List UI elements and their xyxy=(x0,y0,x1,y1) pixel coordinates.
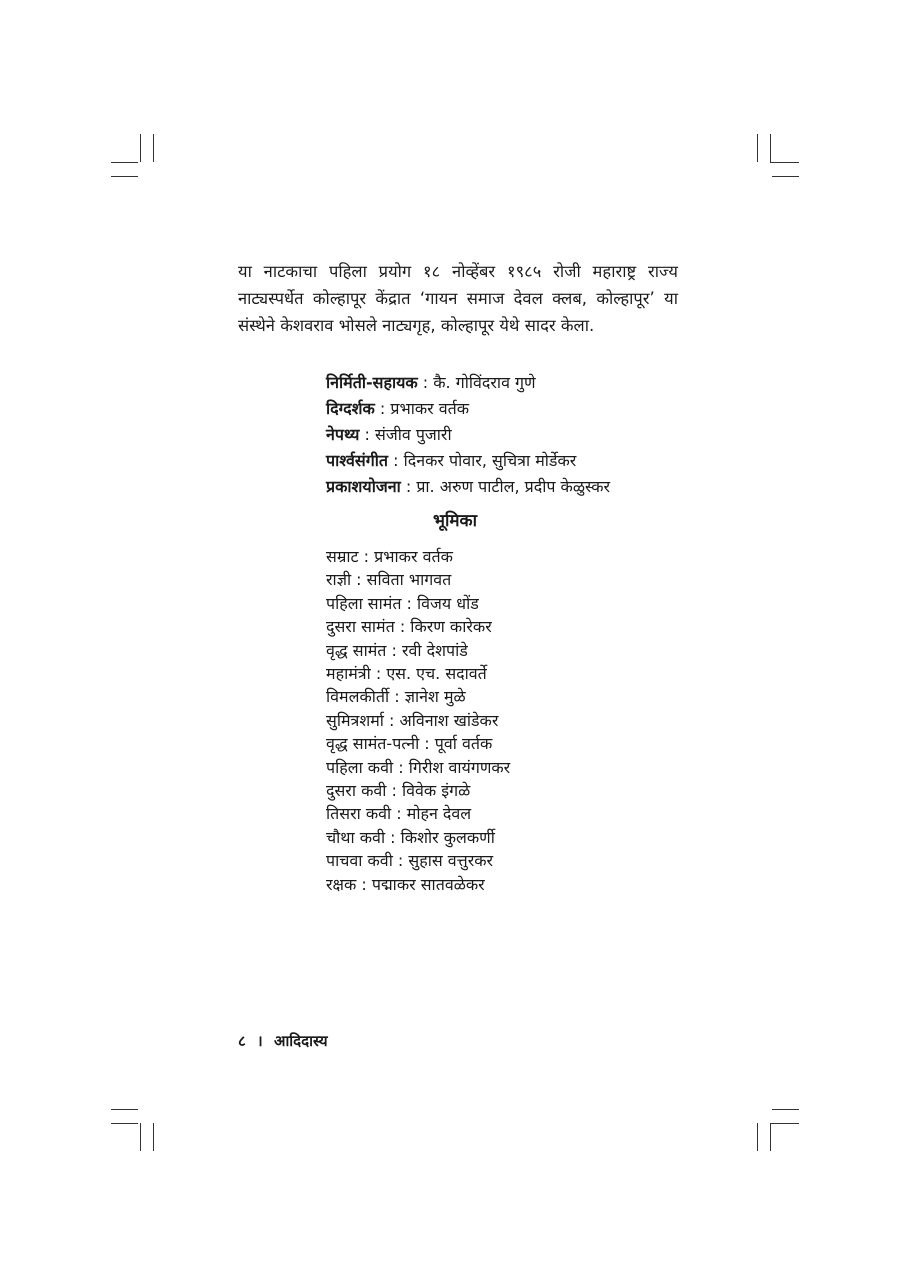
cast-line: वृद्ध सामंत : रवी देशपांडे xyxy=(326,640,468,660)
crop-mark-br-v2 xyxy=(770,1123,771,1151)
credit-names: प्रा. अरुण पाटील, प्रदीप केळुस्कर xyxy=(416,477,611,496)
credit-line: नेपथ्य : संजीव पुजारी xyxy=(326,425,452,444)
crop-mark-br-h xyxy=(770,1123,799,1124)
crop-mark-tr-v1 xyxy=(757,134,758,162)
cast-list xyxy=(326,545,726,896)
cast-line: दुसरा कवी : विवेक इंगळे xyxy=(326,781,471,801)
crop-mark-tr-h2 xyxy=(772,176,799,177)
cast-line: सुमित्रशर्मा : अविनाश खांडेकर xyxy=(326,710,499,730)
credits-list xyxy=(326,370,746,500)
cast-line: तिसरा कवी : मोहन देवल xyxy=(326,804,472,824)
cast-line: वृद्ध सामंत-पत्नी : पूर्वा वर्तक xyxy=(326,734,493,754)
footer-separator: । xyxy=(257,1032,263,1050)
credit-names: प्रभाकर वर्तक xyxy=(390,399,470,418)
crop-mark-br-v1 xyxy=(757,1123,758,1151)
credit-names: दिनकर पोवार, सुचित्रा मोर्डेकर xyxy=(403,451,577,470)
page-footer xyxy=(238,1030,328,1052)
book-title: आदिदास्य xyxy=(273,1032,328,1050)
credit-role: प्रकाशयोजना xyxy=(326,477,401,496)
crop-mark-bl-h xyxy=(111,1123,138,1124)
cast-line: राज्ञी : सविता भागवत xyxy=(326,570,452,590)
intro-paragraph: या नाटकाचा पहिला प्रयोग १८ नोव्हेंबर १९८५ रोजी महाराष्ट्र राज्य नाट्यस्पर्धेत कोल्हापूर केंद्रात ‘गायन समाज देवल क्लब, कोल्हापूर’ या संस्थेने केशवराव भोसले नाट्यगृह, कोल्हापूर येथे सादर केला. xyxy=(238,262,678,335)
crop-mark-bl-h2 xyxy=(111,1109,138,1110)
crop-mark-br-h2 xyxy=(772,1109,799,1110)
crop-mark-tl-v2 xyxy=(153,134,154,162)
credit-line: दिग्दर्शक : प्रभाकर वर्तक xyxy=(326,399,470,418)
credit-names: कै. गोविंदराव गुणे xyxy=(433,373,536,392)
crop-mark-bl-v2 xyxy=(153,1123,154,1151)
cast-line: दुसरा सामंत : किरण कारेकर xyxy=(326,617,492,637)
credit-line: निर्मिती-सहायक : कै. गोविंदराव गुणे xyxy=(326,373,536,392)
cast-line: चौथा कवी : किशोर कुलकर्णी xyxy=(326,827,495,847)
credit-line: पार्श्वसंगीत : दिनकर पोवार, सुचित्रा मोर्डेकर xyxy=(326,451,577,470)
cast-line: रक्षक : पद्माकर सातवळेकर xyxy=(326,874,485,894)
credit-role: दिग्दर्शक xyxy=(326,399,375,418)
cast-line: पाचवा कवी : सुहास वत्तुरकर xyxy=(326,851,494,871)
credit-role: नेपथ्य xyxy=(326,425,360,444)
crop-mark-tl-v1 xyxy=(140,134,141,162)
crop-mark-tl-h xyxy=(111,162,138,163)
credit-line: प्रकाशयोजना : प्रा. अरुण पाटील, प्रदीप केळुस्कर xyxy=(326,477,611,496)
crop-mark-tr-h xyxy=(770,162,799,163)
credit-names: संजीव पुजारी xyxy=(375,425,452,444)
crop-mark-bl-v1 xyxy=(140,1123,141,1151)
cast-line: महामंत्री : एस. एच. सदावर्ते xyxy=(326,664,487,684)
crop-mark-tl-h2 xyxy=(111,176,138,177)
cast-line: पहिला कवी : गिरीश वायंगणकर xyxy=(326,757,511,777)
credit-role: पार्श्वसंगीत xyxy=(326,451,389,470)
credit-role: निर्मिती-सहायक xyxy=(326,373,418,392)
crop-mark-tr-v2 xyxy=(770,134,771,162)
cast-line: विमलकीर्ती : ज्ञानेश मुळे xyxy=(326,687,466,707)
cast-line: सम्राट : प्रभाकर वर्तक xyxy=(326,547,453,566)
page-number: ८ xyxy=(238,1032,246,1050)
cast-line: पहिला सामंत : विजय धोंड xyxy=(326,593,479,613)
roles-heading: भूमिका xyxy=(433,511,477,531)
